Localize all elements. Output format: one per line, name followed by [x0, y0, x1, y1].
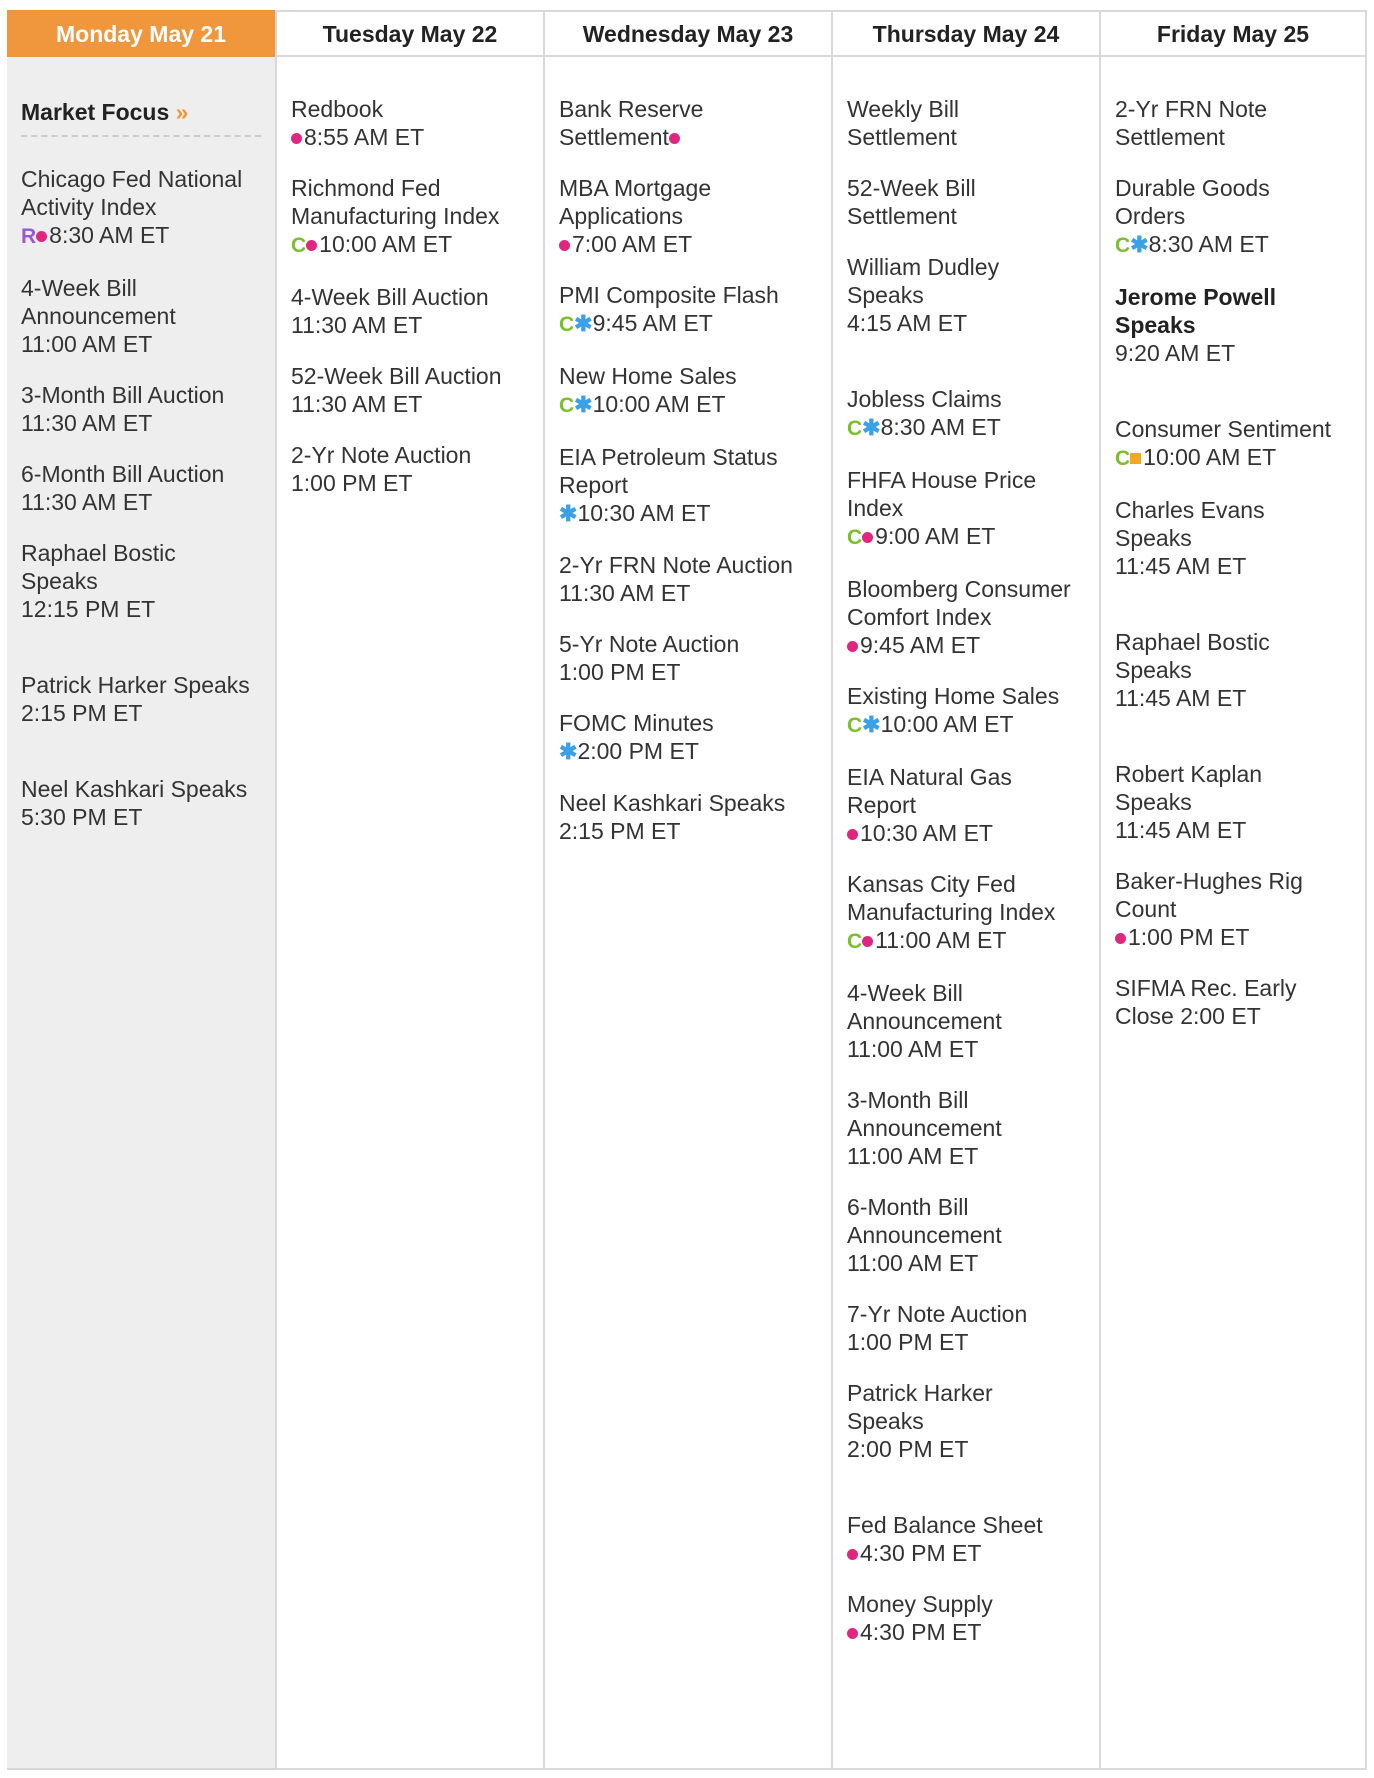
day-column-monday [7, 10, 275, 1770]
event-time-row [559, 230, 831, 258]
event-name: Durable Goods Orders [1115, 175, 1270, 229]
importance-dot-icon [669, 133, 680, 144]
event-time-row [847, 309, 1099, 337]
event-name: Consumer Sentiment [1115, 416, 1332, 442]
day-column-friday [1099, 10, 1367, 1770]
event-name: Kansas City Fed Manufacturing Index [847, 871, 1056, 925]
event-name: 2-Yr FRN Note Auction [559, 552, 793, 578]
event-name: 4-Week Bill Announcement [847, 980, 1002, 1034]
event-item[interactable] [847, 253, 1099, 337]
event-time: 1:00 PM ET [291, 470, 413, 496]
event-item[interactable] [21, 671, 275, 727]
event-item[interactable] [559, 709, 831, 766]
event-name: 6-Month Bill Auction [21, 461, 225, 487]
event-name: MBA Mortgage Applications [559, 175, 712, 229]
event-item[interactable] [847, 1193, 1099, 1277]
event-time: 9:20 AM ET [1115, 340, 1236, 366]
importance-dot-icon [847, 829, 858, 840]
event-time: 11:45 AM ET [1115, 817, 1247, 843]
event-name: Existing Home Sales [847, 683, 1060, 709]
event-time: 1:00 PM ET [1128, 924, 1250, 950]
event-time-row [291, 469, 543, 497]
event-name: Jerome Powell Speaks [1115, 284, 1277, 338]
event-item[interactable] [1115, 974, 1365, 1030]
event-time-row [21, 330, 275, 358]
event-time-row [847, 1618, 1099, 1646]
event-time: 10:00 AM ET [592, 391, 726, 417]
consensus-c-icon: C [1115, 234, 1131, 257]
day-header-thursday[interactable]: Thursday May 24 [833, 10, 1099, 57]
event-time: 10:30 AM ET [860, 820, 993, 846]
event-item[interactable] [291, 95, 543, 151]
event-time-row [847, 1435, 1099, 1463]
event-name: FOMC Minutes [559, 710, 714, 736]
event-name: PMI Composite Flash [559, 282, 779, 308]
event-item[interactable] [1115, 760, 1365, 844]
event-time-row [559, 309, 831, 339]
market-focus-label: Market Focus [21, 99, 170, 125]
event-time: 2:15 PM ET [21, 700, 143, 726]
event-name: Baker-Hughes Rig Count [1115, 868, 1303, 922]
event-name: Raphael Bostic Speaks [1115, 629, 1270, 683]
star-icon: ✱ [574, 392, 593, 417]
day-header-tuesday[interactable]: Tuesday May 22 [277, 10, 543, 57]
day-column-wednesday [543, 10, 831, 1770]
consensus-c-icon: C [559, 313, 575, 336]
event-time: 12:15 PM ET [21, 596, 156, 622]
importance-dot-icon [36, 231, 47, 242]
day-header-monday[interactable]: Monday May 21 [7, 10, 275, 57]
event-time-row [1115, 684, 1365, 712]
event-item[interactable] [559, 281, 831, 339]
star-icon: ✱ [862, 712, 881, 737]
event-name: New Home Sales [559, 363, 737, 389]
event-item[interactable] [847, 1590, 1099, 1646]
event-time: 1:00 PM ET [847, 1329, 969, 1355]
event-time-row [1115, 339, 1365, 367]
event-item[interactable] [1115, 283, 1365, 367]
event-time-row [1115, 816, 1365, 844]
day-header-friday[interactable]: Friday May 25 [1101, 10, 1365, 57]
day-column-thursday [831, 10, 1099, 1770]
importance-dot-icon [847, 1549, 858, 1560]
event-item[interactable] [847, 575, 1099, 659]
day-header-wednesday[interactable]: Wednesday May 23 [545, 10, 831, 57]
calendar-grid [7, 10, 1367, 1770]
event-time-row [559, 579, 831, 607]
event-name: 2-Yr FRN Note Settlement [1115, 96, 1268, 150]
consensus-c-icon: C [847, 930, 863, 953]
event-item[interactable] [847, 1086, 1099, 1170]
event-time-row [291, 230, 543, 260]
event-name: Jobless Claims [847, 386, 1002, 412]
event-item[interactable] [21, 539, 275, 623]
event-name: Patrick Harker Speaks [21, 672, 250, 698]
event-item[interactable] [1115, 415, 1365, 473]
event-item[interactable] [291, 174, 543, 260]
event-time-row [21, 699, 275, 727]
events-tuesday [277, 57, 543, 497]
event-name: 52-Week Bill Auction [291, 363, 502, 389]
event-time-row [847, 631, 1099, 659]
event-time-row [847, 819, 1099, 847]
importance-dot-icon [559, 240, 570, 251]
event-time-row [291, 311, 543, 339]
event-time-row [1115, 443, 1365, 473]
event-time-row [847, 1035, 1099, 1063]
event-item[interactable] [847, 682, 1099, 740]
event-time-row [559, 737, 831, 766]
importance-dot-icon [862, 532, 873, 543]
event-time-row [559, 390, 831, 420]
day-column-tuesday [275, 10, 543, 1770]
event-time-row [847, 522, 1099, 552]
event-name: 7-Yr Note Auction [847, 1301, 1028, 1327]
event-time-row [847, 1328, 1099, 1356]
double-chevron-right-icon: » [175, 99, 189, 125]
event-time: 11:45 AM ET [1115, 553, 1247, 579]
event-item[interactable] [559, 551, 831, 607]
event-time: 4:30 PM ET [860, 1619, 982, 1645]
event-time: 4:30 PM ET [860, 1540, 982, 1566]
event-item[interactable] [559, 362, 831, 420]
event-item[interactable] [847, 870, 1099, 956]
event-item[interactable] [847, 1300, 1099, 1356]
event-time-row [21, 488, 275, 516]
event-item[interactable] [21, 381, 275, 437]
revised-r-icon: R [21, 225, 37, 248]
event-item[interactable] [291, 283, 543, 339]
star-icon: ✱ [574, 311, 593, 336]
event-time-row [847, 926, 1099, 956]
event-name: Neel Kashkari Speaks [559, 790, 786, 816]
event-item[interactable] [21, 460, 275, 516]
market-focus-link[interactable] [21, 93, 261, 137]
event-item[interactable] [847, 1379, 1099, 1463]
consensus-c-icon: C [559, 394, 575, 417]
event-item[interactable] [21, 274, 275, 358]
event-name: 52-Week Bill Settlement [847, 175, 976, 229]
event-time: 10:00 AM ET [880, 711, 1014, 737]
event-time: 4:15 AM ET [847, 310, 968, 336]
event-item[interactable] [1115, 95, 1365, 151]
importance-dot-icon [306, 240, 317, 251]
event-time: 9:00 AM ET [875, 523, 996, 549]
event-time-row [847, 1142, 1099, 1170]
importance-dot-icon [291, 133, 302, 144]
importance-dot-icon [862, 936, 873, 947]
event-name: Raphael Bostic Speaks [21, 540, 176, 594]
event-item[interactable] [847, 385, 1099, 443]
event-time: 8:55 AM ET [304, 124, 425, 150]
event-name: William Dudley Speaks [847, 254, 1000, 308]
event-time: 2:15 PM ET [559, 818, 681, 844]
event-item[interactable] [559, 174, 831, 258]
event-name: Patrick Harker Speaks [847, 1380, 993, 1434]
event-time: 10:00 AM ET [1143, 444, 1277, 470]
event-time-row [847, 710, 1099, 740]
consensus-c-icon: C [1115, 447, 1131, 470]
star-icon: ✱ [559, 739, 578, 764]
event-time: 2:00 PM ET [847, 1436, 969, 1462]
event-time: 8:30 AM ET [49, 222, 170, 248]
event-time: 11:30 AM ET [21, 489, 153, 515]
event-name: Chicago Fed National Activity Index [21, 166, 243, 220]
event-item[interactable] [847, 763, 1099, 847]
event-time-row [1115, 230, 1365, 260]
event-name: Neel Kashkari Speaks [21, 776, 248, 802]
event-time-row [1115, 923, 1365, 951]
event-time: 11:30 AM ET [291, 391, 423, 417]
event-time: 11:00 AM ET [847, 1143, 979, 1169]
event-name: 3-Month Bill Announcement [847, 1087, 1002, 1141]
event-item[interactable] [291, 441, 543, 497]
event-name: Richmond Fed Manufacturing Index [291, 175, 500, 229]
consensus-c-icon: C [847, 526, 863, 549]
events-wednesday [545, 57, 831, 845]
event-name: 4-Week Bill Auction [291, 284, 489, 310]
event-item[interactable] [1115, 496, 1365, 580]
event-time: 5:30 PM ET [21, 804, 143, 830]
event-time: 7:00 AM ET [572, 231, 693, 257]
event-item[interactable] [847, 979, 1099, 1063]
event-name: Fed Balance Sheet [847, 1512, 1043, 1538]
event-time: 11:45 AM ET [1115, 685, 1247, 711]
importance-dot-icon [847, 641, 858, 652]
event-name: 5-Yr Note Auction [559, 631, 740, 657]
events-friday [1101, 57, 1365, 1030]
event-time: 11:30 AM ET [559, 580, 691, 606]
event-item[interactable] [847, 1511, 1099, 1567]
event-time: 1:00 PM ET [559, 659, 681, 685]
event-item[interactable] [1115, 867, 1365, 951]
event-time: 9:45 AM ET [592, 310, 713, 336]
event-item[interactable] [559, 630, 831, 686]
consensus-c-icon: C [291, 234, 307, 257]
event-time: 8:30 AM ET [1148, 231, 1269, 257]
event-name: Weekly Bill Settlement [847, 96, 960, 150]
event-time: 10:00 AM ET [319, 231, 453, 257]
square-marker-icon [1130, 453, 1141, 464]
events-thursday [833, 57, 1099, 1646]
event-item[interactable] [559, 789, 831, 845]
event-name: 2-Yr Note Auction [291, 442, 472, 468]
event-name: Money Supply [847, 1591, 993, 1617]
event-name: Bloomberg Consumer Comfort Index [847, 576, 1071, 630]
event-name: Bank Reserve Settlement [559, 96, 704, 150]
consensus-c-icon: C [847, 714, 863, 737]
event-time-row [559, 658, 831, 686]
event-time-row [847, 1539, 1099, 1567]
event-time-row [21, 221, 275, 251]
event-name: Redbook [291, 96, 384, 122]
event-item[interactable] [21, 775, 275, 831]
event-time-row [21, 409, 275, 437]
event-name: 4-Week Bill Announcement [21, 275, 176, 329]
event-item[interactable] [291, 362, 543, 418]
event-time-row [291, 390, 543, 418]
event-name: 6-Month Bill Announcement [847, 1194, 1002, 1248]
event-name: Robert Kaplan Speaks [1115, 761, 1263, 815]
event-time: 11:00 AM ET [847, 1036, 979, 1062]
event-time-row [1115, 552, 1365, 580]
star-icon: ✱ [1130, 232, 1149, 257]
event-time-row [21, 595, 275, 623]
event-item[interactable] [847, 466, 1099, 552]
event-name: 3-Month Bill Auction [21, 382, 225, 408]
event-time: 2:00 PM ET [577, 738, 699, 764]
event-time-row [559, 817, 831, 845]
event-item[interactable] [21, 165, 275, 251]
event-item[interactable] [847, 95, 1099, 151]
event-item[interactable] [1115, 628, 1365, 712]
event-time-row [847, 413, 1099, 443]
event-name: EIA Natural Gas Report [847, 764, 1012, 818]
star-icon: ✱ [559, 501, 578, 526]
event-time-row [847, 1249, 1099, 1277]
event-item[interactable] [1115, 174, 1365, 260]
event-name: Charles Evans Speaks [1115, 497, 1265, 551]
event-name: SIFMA Rec. Early Close 2:00 ET [1115, 975, 1297, 1029]
event-time: 11:30 AM ET [291, 312, 423, 338]
importance-dot-icon [847, 1628, 858, 1639]
event-time: 11:00 AM ET [875, 927, 1007, 953]
event-time: 9:45 AM ET [860, 632, 981, 658]
event-name: FHFA House Price Index [847, 467, 1037, 521]
events-monday [7, 57, 275, 831]
consensus-c-icon: C [847, 417, 863, 440]
event-time: 10:30 AM ET [577, 500, 711, 526]
event-time: 11:00 AM ET [847, 1250, 979, 1276]
event-time-row [21, 803, 275, 831]
event-time-row [559, 499, 831, 528]
event-time: 11:00 AM ET [21, 331, 153, 357]
event-item[interactable] [559, 443, 831, 528]
event-time: 8:30 AM ET [880, 414, 1001, 440]
event-item[interactable] [559, 95, 831, 151]
importance-dot-icon [1115, 933, 1126, 944]
event-time: 11:30 AM ET [21, 410, 153, 436]
event-item[interactable] [847, 174, 1099, 230]
star-icon: ✱ [862, 415, 881, 440]
event-name: EIA Petroleum Status Report [559, 444, 778, 498]
event-time-row [291, 123, 543, 151]
